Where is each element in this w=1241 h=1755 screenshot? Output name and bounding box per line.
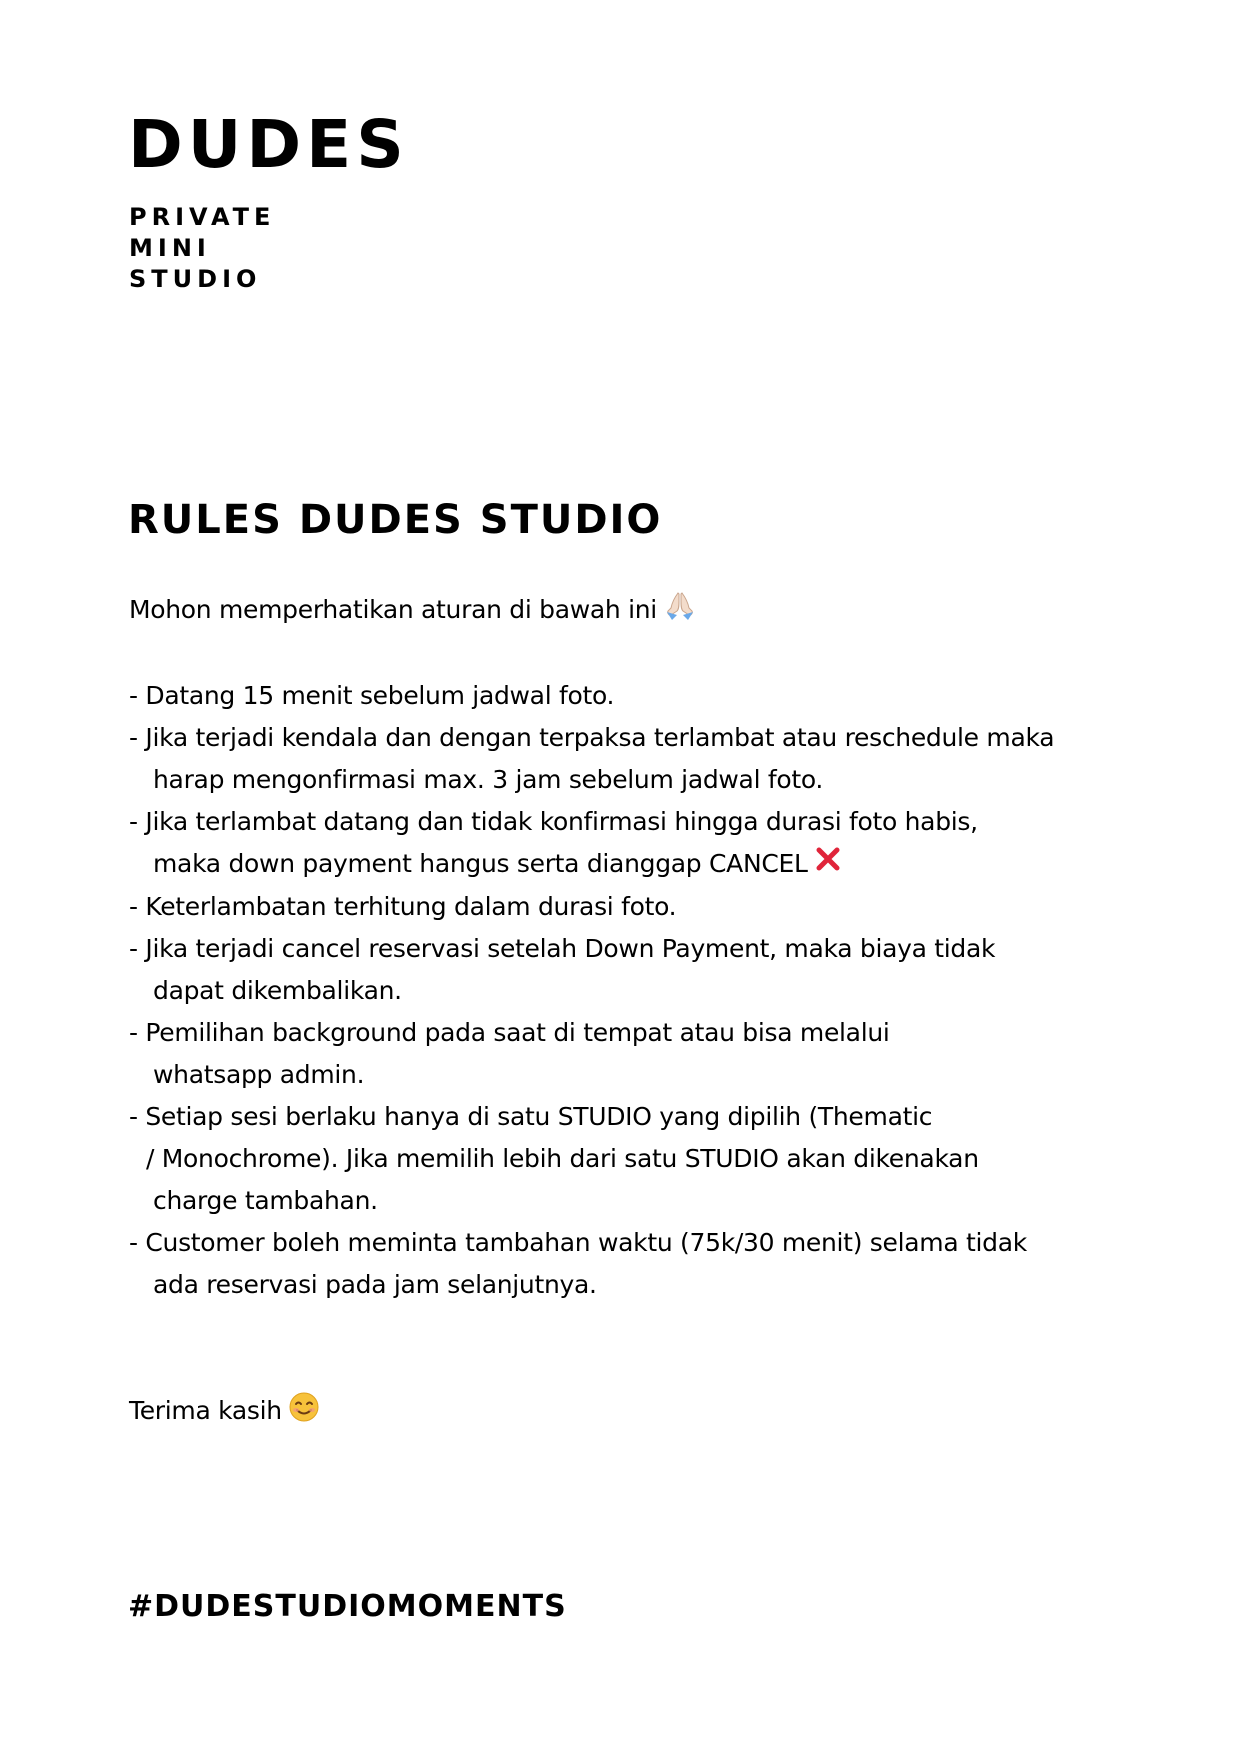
rule-line: - Setiap sesi berlaku hanya di satu STUDIO yang dipilih (Thematic — [129, 1102, 933, 1131]
intro-text — [129, 591, 697, 631]
thanks-text — [129, 1391, 320, 1433]
rule-line: - Pemilihan background pada saat di tempat atau bisa melalui — [129, 1018, 890, 1047]
rule-item — [129, 801, 1129, 886]
rule-item — [129, 1222, 1129, 1306]
rule-line: - Keterlambatan terhitung dalam durasi foto. — [129, 892, 677, 921]
praying-hands-icon — [663, 591, 697, 631]
rule-item — [129, 928, 1129, 1012]
smiling-face-icon — [288, 1391, 320, 1433]
rule-line: - Datang 15 menit sebelum jadwal foto. — [129, 681, 615, 710]
brand-subtitle — [129, 202, 275, 295]
rule-line: dapat dikembalikan. — [153, 976, 402, 1005]
rule-line: whatsapp admin. — [153, 1060, 365, 1089]
rule-line-with-icon — [129, 843, 1129, 886]
red-cross-icon — [814, 844, 842, 886]
rule-line: - Customer boleh meminta tambahan waktu (75k/30 menit) selama tidak — [129, 1228, 1027, 1257]
rule-line: - Jika terlambat datang dan tidak konfirmasi hingga durasi foto habis, — [129, 807, 978, 836]
rule-line: - Jika terjadi cancel reservasi setelah Down Payment, maka biaya tidak — [129, 934, 996, 963]
rule-item — [129, 886, 1129, 928]
brand-subtitle-line-studio: STUDIO — [129, 265, 262, 293]
brand-title: DUDES — [128, 106, 409, 183]
rules-heading: RULES DUDES STUDIO — [128, 497, 663, 543]
rule-item — [129, 675, 1129, 717]
intro-label: Mohon memperhatikan aturan di bawah ini — [129, 595, 657, 624]
rule-line: - Jika terjadi kendala dan dengan terpaksa terlambat atau reschedule maka — [129, 723, 1055, 752]
rules-list — [129, 675, 1129, 1306]
rule-item — [129, 717, 1129, 801]
rule-item — [129, 1012, 1129, 1096]
rule-item — [129, 1096, 1129, 1222]
rule-line: charge tambahan. — [153, 1186, 378, 1215]
thanks-label: Terima kasih — [129, 1396, 282, 1425]
rule-line: harap mengonfirmasi max. 3 jam sebelum jadwal foto. — [153, 765, 824, 794]
hashtag: #DUDESTUDIOMOMENTS — [128, 1589, 567, 1624]
brand-subtitle-line-private: PRIVATE — [129, 203, 276, 231]
brand-subtitle-line-mini: MINI — [129, 234, 211, 262]
rule-line: ada reservasi pada jam selanjutnya. — [153, 1270, 597, 1299]
rule-line: maka down payment hangus serta dianggap CANCEL — [153, 849, 808, 878]
rule-line: / Monochrome). Jika memilih lebih dari satu STUDIO akan dikenakan — [146, 1144, 979, 1173]
